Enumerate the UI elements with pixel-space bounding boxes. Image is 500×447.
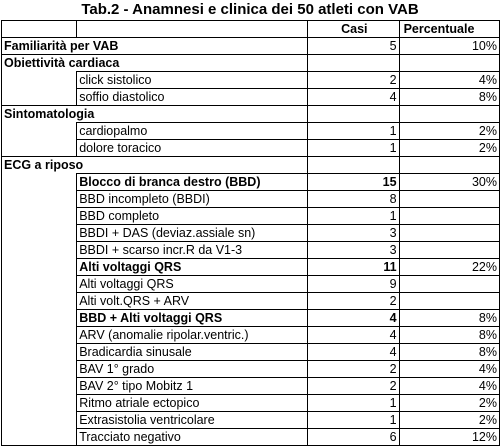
percentuale-cell <box>399 276 499 293</box>
table-row <box>2 123 500 140</box>
casi-cell: 2 <box>308 293 400 310</box>
indent-cell <box>2 225 77 242</box>
casi-cell: 11 <box>308 259 400 276</box>
casi-cell: 5 <box>308 38 400 55</box>
casi-cell: 15 <box>308 174 400 191</box>
indent-cell <box>2 429 77 446</box>
indent-cell <box>2 259 77 276</box>
percentuale-cell: 8% <box>399 89 499 106</box>
casi-cell: 9 <box>308 276 400 293</box>
row-label: cardiopalmo <box>77 123 308 140</box>
table-row <box>2 157 500 174</box>
table-row <box>2 242 500 259</box>
table-row <box>2 174 500 191</box>
percentuale-cell <box>399 55 499 72</box>
row-label: ARV (anomalie ripolar.ventric.) <box>77 327 308 344</box>
indent-cell <box>2 89 77 106</box>
casi-cell: 2 <box>308 72 400 89</box>
casi-cell: 1 <box>308 140 400 157</box>
indent-cell <box>2 378 77 395</box>
indent-cell <box>2 123 77 140</box>
table-row <box>2 412 500 429</box>
percentuale-cell: 30% <box>399 174 499 191</box>
header-row <box>2 21 500 38</box>
indent-cell <box>2 344 77 361</box>
row-label: BAV 2° tipo Mobitz 1 <box>77 378 308 395</box>
percentuale-cell: 10% <box>399 38 499 55</box>
row-label: BBD completo <box>77 208 308 225</box>
casi-cell <box>308 55 400 72</box>
casi-cell <box>308 106 400 123</box>
percentuale-cell: 8% <box>399 310 499 327</box>
section-label: Sintomatologia <box>2 106 308 123</box>
indent-cell <box>2 395 77 412</box>
table-row <box>2 38 500 55</box>
row-label: Extrasistolia ventricolare <box>77 412 308 429</box>
percentuale-cell: 8% <box>399 344 499 361</box>
casi-cell: 4 <box>308 327 400 344</box>
casi-cell: 4 <box>308 344 400 361</box>
casi-cell: 2 <box>308 361 400 378</box>
percentuale-cell <box>399 106 499 123</box>
table-row <box>2 89 500 106</box>
percentuale-cell: 12% <box>399 429 499 446</box>
casi-cell: 1 <box>308 208 400 225</box>
row-label: Bradicardia sinusale <box>77 344 308 361</box>
casi-cell: 3 <box>308 242 400 259</box>
indent-cell <box>2 293 77 310</box>
row-label: Blocco di branca destro (BBD) <box>77 174 308 191</box>
percentuale-cell: 2% <box>399 412 499 429</box>
casi-cell: 1 <box>308 412 400 429</box>
table-row <box>2 259 500 276</box>
table-row <box>2 378 500 395</box>
indent-cell <box>2 191 77 208</box>
indent-cell <box>2 276 77 293</box>
percentuale-cell: 4% <box>399 378 499 395</box>
row-label: BAV 1° grado <box>77 361 308 378</box>
casi-cell: 1 <box>308 395 400 412</box>
row-label: Tracciato negativo <box>77 429 308 446</box>
casi-cell <box>308 157 400 174</box>
row-label: dolore toracico <box>77 140 308 157</box>
percentuale-cell <box>399 191 499 208</box>
row-label: Alti volt.QRS + ARV <box>77 293 308 310</box>
percentuale-cell: 2% <box>399 395 499 412</box>
header-label-cell <box>77 21 308 38</box>
row-label: Alti voltaggi QRS <box>77 276 308 293</box>
indent-cell <box>2 242 77 259</box>
table-row <box>2 361 500 378</box>
indent-cell <box>2 140 77 157</box>
table-row <box>2 344 500 361</box>
casi-cell: 4 <box>308 310 400 327</box>
percentuale-cell <box>399 225 499 242</box>
data-table <box>1 20 500 446</box>
percentuale-cell: 8% <box>399 327 499 344</box>
indent-cell <box>2 174 77 191</box>
table-row <box>2 106 500 123</box>
table-row <box>2 276 500 293</box>
section-label: Obiettività cardiaca <box>2 55 308 72</box>
percentuale-cell: 4% <box>399 361 499 378</box>
percentuale-cell: 22% <box>399 259 499 276</box>
table-row <box>2 225 500 242</box>
indent-cell <box>2 310 77 327</box>
header-label-cell <box>2 21 77 38</box>
header-percentuale: Percentuale <box>399 21 499 38</box>
casi-cell: 8 <box>308 191 400 208</box>
table-row <box>2 310 500 327</box>
row-label: BBDI + DAS (deviaz.assiale sn) <box>77 225 308 242</box>
header-casi: Casi <box>308 21 400 38</box>
table-row <box>2 327 500 344</box>
table-row <box>2 140 500 157</box>
table-row <box>2 208 500 225</box>
indent-cell <box>2 412 77 429</box>
table-row <box>2 429 500 446</box>
row-label: Alti voltaggi QRS <box>77 259 308 276</box>
table-row <box>2 293 500 310</box>
casi-cell: 3 <box>308 225 400 242</box>
table-row <box>2 395 500 412</box>
casi-cell: 6 <box>308 429 400 446</box>
indent-cell <box>2 361 77 378</box>
indent-cell <box>2 72 77 89</box>
row-label: click sistolico <box>77 72 308 89</box>
row-label: soffio diastolico <box>77 89 308 106</box>
casi-cell: 1 <box>308 123 400 140</box>
indent-cell <box>2 208 77 225</box>
percentuale-cell: 2% <box>399 123 499 140</box>
casi-cell: 2 <box>308 378 400 395</box>
table-row <box>2 72 500 89</box>
percentuale-cell <box>399 208 499 225</box>
table-row <box>2 191 500 208</box>
percentuale-cell <box>399 293 499 310</box>
section-label: ECG a riposo <box>2 157 308 174</box>
percentuale-cell: 2% <box>399 140 499 157</box>
row-label: BBD incompleto (BBDI) <box>77 191 308 208</box>
row-label: BBD + Alti voltaggi QRS <box>77 310 308 327</box>
percentuale-cell: 4% <box>399 72 499 89</box>
indent-cell <box>2 327 77 344</box>
row-label: Familiarità per VAB <box>2 38 308 55</box>
percentuale-cell <box>399 242 499 259</box>
casi-cell: 4 <box>308 89 400 106</box>
percentuale-cell <box>399 157 499 174</box>
table-row <box>2 55 500 72</box>
table-title: Tab.2 - Anamnesi e clinica dei 50 atleti con VAB <box>81 1 419 18</box>
row-label: BBDI + scarso incr.R da V1-3 <box>77 242 308 259</box>
row-label: Ritmo atriale ectopico <box>77 395 308 412</box>
